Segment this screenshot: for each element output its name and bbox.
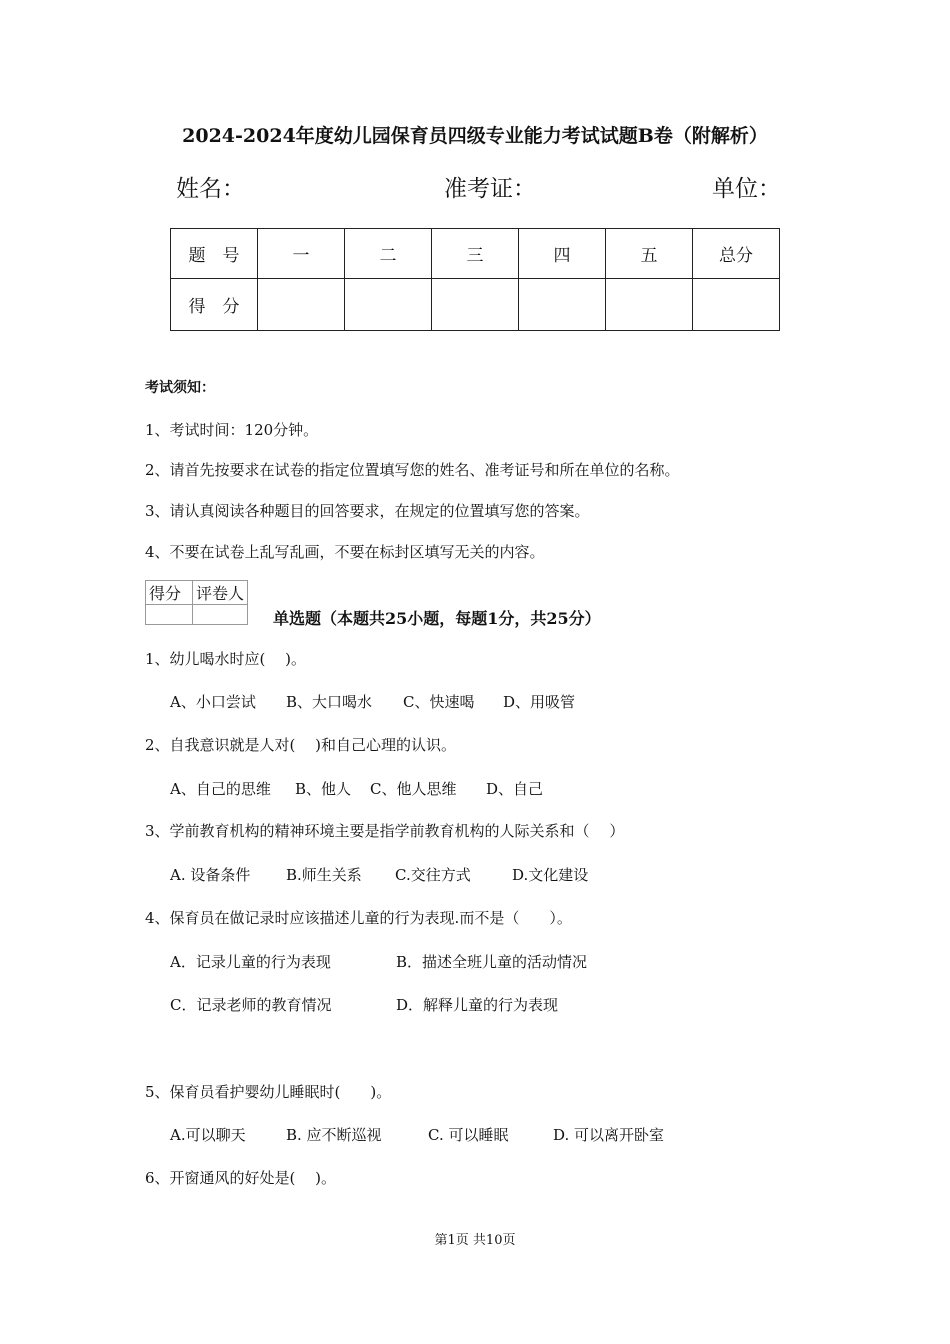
answer-option[interactable]: C．记录老师的教育情况: [170, 996, 332, 1014]
question-stem: 6、开窗通风的好处是( )。: [145, 1169, 337, 1187]
grader-name-label: 评卷人: [193, 581, 248, 605]
answer-option[interactable]: C、快速喝: [403, 693, 475, 711]
answer-option[interactable]: B.师生关系: [286, 866, 362, 884]
score-input-cell[interactable]: [606, 279, 693, 331]
name-field-label: 姓名：: [176, 176, 245, 202]
score-input-cell[interactable]: [432, 279, 519, 331]
answer-option[interactable]: C. 可以睡眠: [428, 1126, 509, 1144]
answer-option[interactable]: D、自己: [486, 780, 544, 798]
answer-option[interactable]: B．描述全班儿童的活动情况: [396, 953, 588, 971]
question-stem: 3、学前教育机构的精神环境主要是指学前教育机构的人际关系和（ ）: [145, 822, 625, 840]
score-table-header-cell: 四: [519, 229, 606, 279]
notice-item: 2、请首先按要求在试卷的指定位置填写您的姓名、准考证号和所在单位的名称。: [145, 461, 680, 479]
answer-option[interactable]: C.交往方式: [395, 866, 471, 884]
answer-option[interactable]: D. 可以离开卧室: [553, 1126, 665, 1144]
grader-score-cell[interactable]: [146, 605, 193, 625]
answer-option[interactable]: B、大口喝水: [286, 693, 373, 711]
score-table-header-cell: 三: [432, 229, 519, 279]
score-table-score-row: [171, 279, 780, 331]
section-heading: 单选题（本题共25小题，每题1分，共25分）: [273, 609, 601, 628]
notice-item: 1、考试时间：120分钟。: [145, 421, 319, 439]
score-table-header-cell: 题 号: [171, 229, 258, 279]
document-title: 2024-2024年度幼儿园保育员四级专业能力考试试题B卷（附解析）: [182, 125, 768, 147]
notice-item: 4、不要在试卷上乱写乱画，不要在标封区填写无关的内容。: [145, 543, 545, 561]
answer-option[interactable]: A、自己的思维: [170, 780, 271, 798]
answer-option[interactable]: D.文化建设: [512, 866, 589, 884]
answer-option[interactable]: A.可以聊天: [170, 1126, 246, 1144]
score-table-header-cell: 总分: [693, 229, 780, 279]
question-stem: 4、保育员在做记录时应该描述儿童的行为表现.而不是（ ）。: [145, 909, 572, 927]
notice-item: 3、请认真阅读各种题目的回答要求，在规定的位置填写您的答案。: [145, 502, 590, 520]
score-input-cell[interactable]: [519, 279, 606, 331]
grader-name-cell[interactable]: [193, 605, 248, 625]
answer-option[interactable]: A．记录儿童的行为表现: [170, 953, 331, 971]
answer-option[interactable]: D．解释儿童的行为表现: [396, 996, 559, 1014]
score-table-header-cell: 五: [606, 229, 693, 279]
score-input-cell[interactable]: [345, 279, 432, 331]
answer-option[interactable]: D、用吸管: [503, 693, 576, 711]
answer-option[interactable]: A、小口尝试: [170, 693, 256, 711]
grader-box: [145, 580, 248, 625]
unit-field-label: 单位：: [712, 176, 781, 202]
question-stem: 5、保育员看护婴幼儿睡眠时( )。: [145, 1083, 392, 1101]
score-table-header-cell: 一: [258, 229, 345, 279]
page-footer: 第1页 共10页: [434, 1233, 516, 1248]
answer-option[interactable]: C、他人思维: [370, 780, 457, 798]
notice-heading: 考试须知：: [145, 380, 215, 396]
grader-score-label: 得分: [146, 581, 193, 605]
answer-option[interactable]: A. 设备条件: [170, 866, 251, 884]
answer-option[interactable]: B. 应不断巡视: [286, 1126, 382, 1144]
score-input-cell[interactable]: [693, 279, 780, 331]
score-table-header-cell: 二: [345, 229, 432, 279]
score-row-label: 得 分: [171, 279, 258, 331]
question-stem: 1、幼儿喝水时应( )。: [145, 650, 307, 668]
answer-option[interactable]: B、他人: [295, 780, 352, 798]
question-stem: 2、自我意识就是人对( )和自己心理的认识。: [145, 736, 457, 754]
score-input-cell[interactable]: [258, 279, 345, 331]
score-table-header-row: [171, 229, 780, 279]
exam-id-field-label: 准考证：: [444, 176, 536, 202]
score-table: [170, 228, 780, 331]
